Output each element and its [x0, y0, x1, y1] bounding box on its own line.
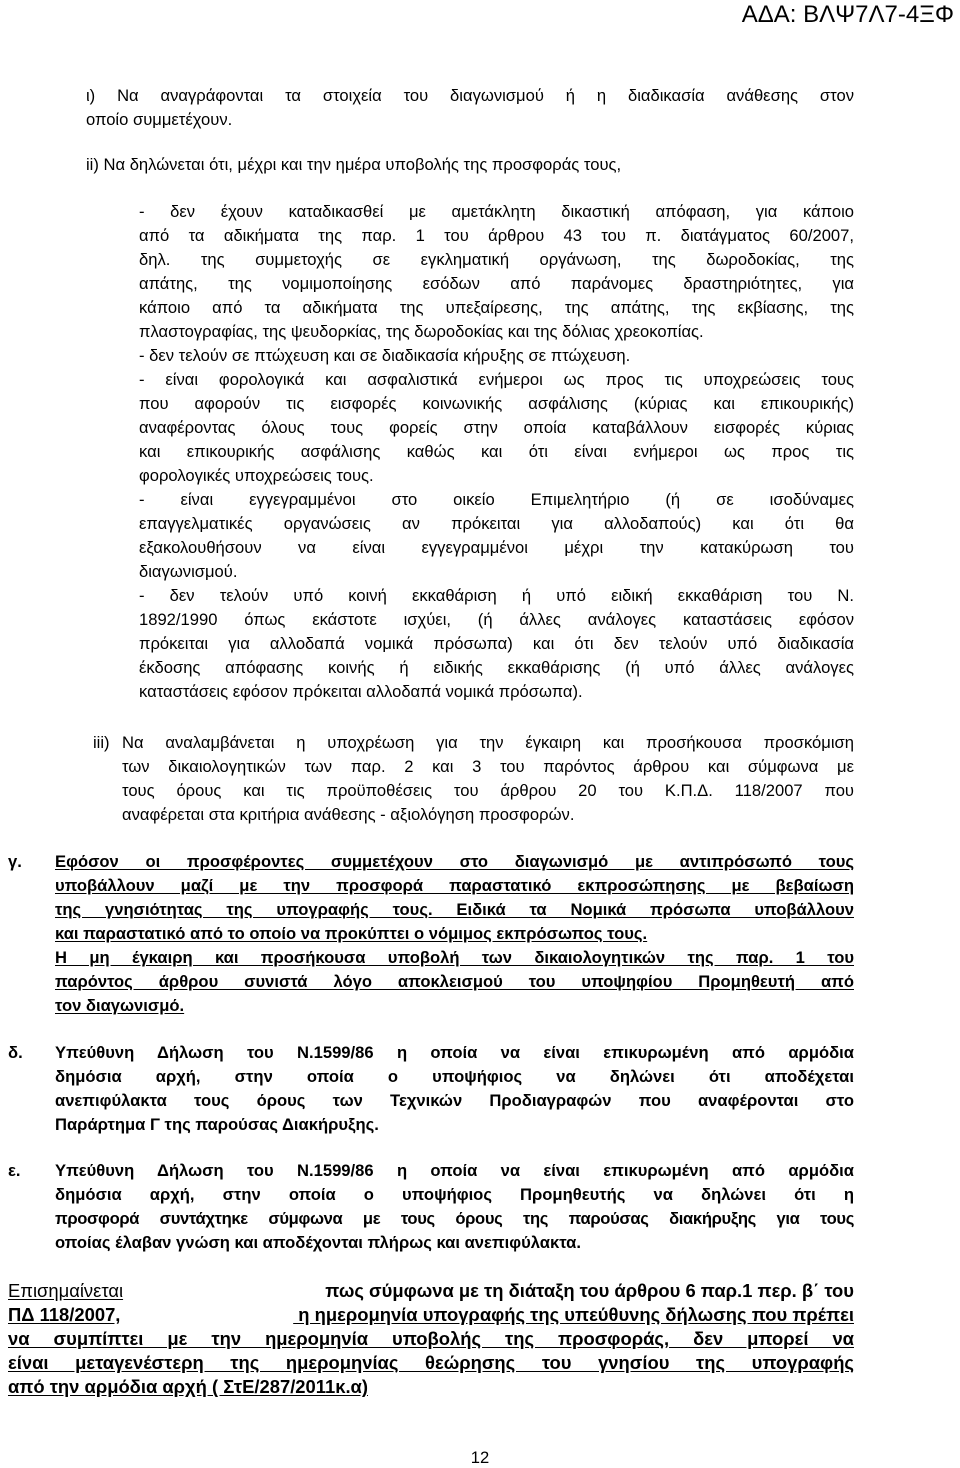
item-ii-line: καταστάσεις εφόσον πρόκειται αλλοδαπά νομικά πρόσωπα).	[139, 682, 583, 701]
item-ii-line: έκδοσης απόφασης κοινής ή ειδικής εκκαθάρισης (ή υπό άλλες ανάλογες	[139, 658, 854, 677]
item-gamma-line: της γνησιότητας της υπογραφής τους. Ειδικά τα Νομικά πρόσωπα υποβάλλουν	[55, 900, 854, 919]
item-epsilon-line: δημόσια αρχή, στην οποία ο υποψήφιος Προμηθευτής να δηλώνει ότι η	[55, 1185, 854, 1204]
item-delta-line: ανεπιφύλακτα τους όρους των Τεχνικών Προδιαγραφών που αναφέρονται στο	[55, 1091, 854, 1110]
item-delta-line: δημόσια αρχή, στην οποία ο υποψήφιος να δηλώνει ότι αποδέχεται	[55, 1067, 854, 1086]
item-iii-label: iii)	[93, 733, 110, 752]
item-ii-line: φορολογικές υποχρεώσεις τους.	[139, 466, 374, 485]
notice-line: να συμπίπτει με την ημερομηνία υποβολής της προσφοράς, δεν μπορεί να	[8, 1328, 854, 1349]
item-gamma-line: παρόντος άρθρου συνιστά λόγο αποκλεισμού του υποψηφίου Προμηθευτή από	[55, 972, 854, 991]
item-ii-line: πλαστογραφίας, της ψευδορκίας, της δωροδοκίας και της δόλιας χρεοκοπίας.	[139, 322, 704, 341]
item-ii-line: που αφορούν τις εισφορές κοινωνικής ασφάλισης (κύριας και επικουρικής)	[139, 394, 854, 413]
item-iii-line: Να αναλαμβάνεται η υποχρέωση για την έγκαιρη και προσήκουσα προσκόμιση	[122, 733, 854, 752]
item-ii-line: επαγγελματικές οργανώσεις αν πρόκειται για αλλοδαπούς) και ότι θα	[139, 514, 854, 533]
item-ii-line: εξακολουθήσουν να είναι εγγεγραμμένοι μέχρι την κατακύρωση του	[139, 538, 854, 557]
item-epsilon-line: Υπεύθυνη Δήλωση του Ν.1599/86 η οποία να είναι επικυρωμένη από αρμόδια	[55, 1161, 854, 1180]
item-i-line: ι) Να αναγράφονται τα στοιχεία του διαγωνισμού ή η διαδικασία ανάθεσης στον	[86, 86, 854, 105]
item-gamma-line: και παραστατικό από το οποίο να προκύπτει ο νόμιμος εκπρόσωπος τους.	[55, 924, 648, 943]
notice-line: από την αρμόδια αρχή ( ΣτΕ/287/2011κ.α)	[8, 1376, 368, 1397]
item-ii-intro: ii) Να δηλώνεται ότι, μέχρι και την ημέρα υποβολής της προσφοράς τους,	[86, 155, 622, 174]
item-ii-line: διαγωνισμού.	[139, 562, 238, 581]
notice-first-word: Επισημαίνεται	[8, 1280, 124, 1301]
item-ii-line: - δεν τελούν σε πτώχευση και σε διαδικασία κήρυξης σε πτώχευση.	[139, 346, 631, 365]
notice-line: είναι μεταγενέστερη της ημερομηνίας θεώρησης του γνησίου της υπογραφής	[8, 1352, 854, 1373]
item-ii-line: - είναι φορολογικά και ασφαλιστικά ενήμεροι ως προς τις υποχρεώσεις τους	[139, 370, 854, 389]
notice-line-2-rest: η ημερομηνία υπογραφής της υπεύθυνης δήλωσης που πρέπει	[293, 1304, 854, 1325]
item-ii-line: - δεν έχουν καταδικασθεί με αμετάκλητη δικαστική απόφαση, για κάποιο	[139, 202, 854, 221]
item-gamma-line: Η μη έγκαιρη και προσήκουσα υποβολή των δικαιολογητικών της παρ. 1 του	[55, 948, 854, 967]
item-delta-line: Παράρτημα Γ της παρούσας Διακήρυξης.	[55, 1115, 379, 1134]
item-iii-line: αναφέρεται στα κριτήρια ανάθεσης - αξιολόγηση προσφορών.	[122, 805, 575, 824]
item-epsilon-line: προσφορά συντάχτηκε σύμφωνα με τους όρους της παρούσας διακήρυξης για τους	[55, 1209, 854, 1228]
item-iii-line: των δικαιολογητικών των παρ. 2 και 3 του παρόντος άρθρου και σύμφωνα με	[122, 757, 854, 776]
item-gamma-label: γ.	[8, 852, 22, 871]
item-ii-line: απάτης, της νομιμοποίησης εσόδων από παράνομες δραστηριότητες, για	[139, 274, 854, 293]
item-epsilon-line: οποίας έλαβαν γνώση και αποδέχονται πλήρως και ανεπιφύλακτα.	[55, 1233, 581, 1252]
ada-code: ΑΔΑ: ΒΛΨ7Λ7-4ΞΦ	[741, 1, 954, 28]
item-epsilon-label: ε.	[8, 1161, 21, 1180]
item-iii-line: τους όρους και τις προϋποθέσεις του άρθρου 20 του Κ.Π.Δ. 118/2007 που	[122, 781, 854, 800]
page-number: 12	[470, 1448, 490, 1467]
notice-line-1	[8, 1280, 854, 1304]
item-ii-line: - δεν τελούν υπό κοινή εκκαθάριση ή υπό ειδική εκκαθάριση του Ν.	[139, 586, 854, 605]
item-ii-line: και επικουρικής ασφάλισης καθώς και ότι είναι ενήμεροι ως προς τις	[139, 442, 854, 461]
item-gamma-line: υποβάλλουν μαζί με την προσφορά παραστατικό εκπροσώπησης με βεβαίωση	[55, 876, 854, 895]
item-i-line: οποίο συμμετέχουν.	[86, 110, 233, 129]
notice-first-rest: πως σύμφωνα με τη διάταξη του άρθρου 6 παρ.1 περ. β΄ του	[320, 1280, 854, 1301]
item-ii-line: κάποιο από τα αδικήματα της υπεξαίρεσης, της απάτης, της εκβίασης, της	[139, 298, 854, 317]
item-ii-line: από τα αδικήματα της παρ. 1 του άρθρου 43 του π. διατάγματος 60/2007,	[139, 226, 854, 245]
item-ii-line: δηλ. της συμμετοχής σε εγκληματική οργάνωση, της δωροδοκίας, της	[139, 250, 854, 269]
item-delta-line: Υπεύθυνη Δήλωση του Ν.1599/86 η οποία να είναι επικυρωμένη από αρμόδια	[55, 1043, 854, 1062]
notice-pd-ref: ΠΔ 118/2007,	[8, 1304, 121, 1325]
notice-line-2	[8, 1304, 854, 1328]
item-delta-label: δ.	[8, 1043, 23, 1062]
item-ii-line: - είναι εγγεγραμμένοι στο οικείο Επιμελητήριο (ή σε ισοδύναμες	[139, 490, 854, 509]
item-ii-line: αναφέροντας όλους τους φορείς στην οποία καταβάλλουν εισφορές κύριας	[139, 418, 854, 437]
item-ii-line: πρόκειται για αλλοδαπά νομικά πρόσωπα) και ότι δεν τελούν υπό διαδικασία	[139, 634, 854, 653]
item-ii-line: 1892/1990 όπως εκάστοτε ισχύει, (ή άλλες ανάλογες καταστάσεις εφόσον	[139, 610, 854, 629]
item-gamma-line: τον διαγωνισμό.	[55, 996, 185, 1015]
item-gamma-line: Εφόσον οι προσφέροντες συμμετέχουν στο διαγωνισμό με αντιπρόσωπό τους	[55, 852, 854, 871]
